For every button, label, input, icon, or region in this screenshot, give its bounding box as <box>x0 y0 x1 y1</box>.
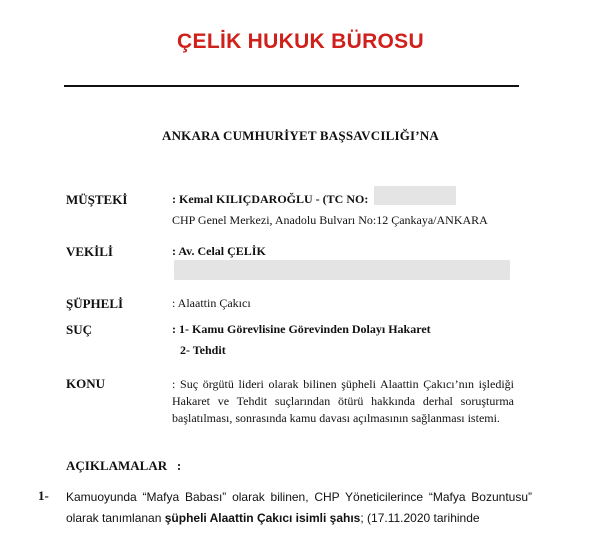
aciklamalar-title: AÇIKLAMALAR : <box>66 458 182 473</box>
musteki-address: CHP Genel Merkezi, Anadolu Bulvarı No:12 Çankaya/ANKARA <box>172 213 488 227</box>
header-rule <box>64 85 519 87</box>
firm-name: ÇELİK HUKUK BÜROSU <box>177 30 424 53</box>
vekili-address-redaction <box>174 260 510 280</box>
supheli-label: ŞÜPHELİ <box>66 296 124 311</box>
konu-text: : Suç örgütü lideri olarak bilinen şüpheli Alaattin Çakıcı’nın işlediği Hakaret ve Tehdit suçlarından ötürü hakkında derhal soruşturma başlatılması, sonrasında kamu davası açılmasının sağlanması istemi. <box>172 377 514 425</box>
konu-label: KONU <box>66 376 105 391</box>
aciklamalar-item-text <box>66 487 532 529</box>
item-text-part2: ; (17.11.2020 tarihinde <box>360 511 480 525</box>
supheli-value: : Alaattin Çakıcı <box>172 296 251 310</box>
musteki-label: MÜŞTEKİ <box>66 192 128 207</box>
item-text-part1: Kamuoyunda “Mafya Babası” olarak bilinen, CHP Yöneticilerince “Mafya Bozuntusu” olarak tanımlanan <box>66 490 532 525</box>
item-text-bold: şüpheli Alaattin Çakıcı isimli şahıs <box>164 511 361 525</box>
aciklamalar-item-number: 1- <box>38 488 49 503</box>
addressee: ANKARA CUMHURİYET BAŞSAVCILIĞI’NA <box>162 128 439 143</box>
vekili-value: : Av. Celal ÇELİK <box>172 244 266 258</box>
suc-label: SUÇ <box>66 322 93 337</box>
musteki-name: : Kemal KILIÇDAROĞLU - (TC NO: <box>172 192 369 206</box>
suc-item-2: 2- Tehdit <box>180 343 226 357</box>
vekili-label: VEKİLİ <box>66 244 113 259</box>
tc-no-redaction <box>374 186 456 205</box>
suc-item-1: : 1- Kamu Görevlisine Görevinden Dolayı Hakaret <box>172 322 431 336</box>
